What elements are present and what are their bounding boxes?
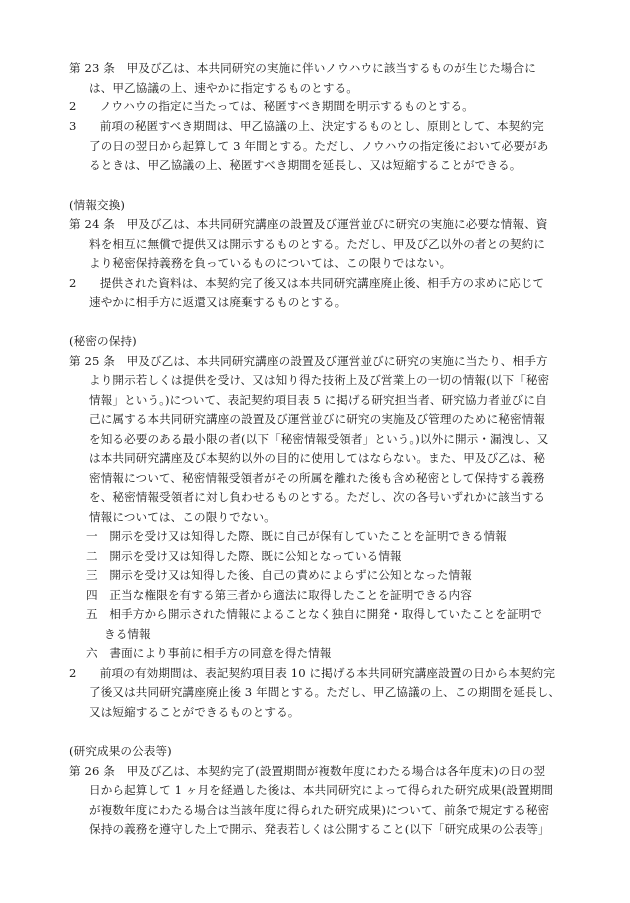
document-text-line: 己に属する本共同研究講座の設置及び運営並びに研究の実施及び管理のために秘密情報 xyxy=(89,412,546,426)
document-text-line: 保持の義務を遵守した上で開示、発表若しくは公開すること(以下「研究成果の公表等」 xyxy=(89,822,550,836)
document-text-line: きる情報 xyxy=(104,627,151,641)
document-text-line: が複数年度にわたる場合は当該年度に得られた研究成果)について、前条で規定する秘密 xyxy=(89,803,550,817)
document-text-line: 3 前項の秘匿すべき期間は、甲乙協議の上、決定するものとし、原則として、本契約完 xyxy=(69,119,544,133)
document-text-line: 三 開示を受け又は知得した後、自己の責めによらずに公知となった情報 xyxy=(86,568,472,582)
document-text-line: 六 書面により事前に相手方の同意を得た情報 xyxy=(86,646,332,660)
document-text-line: より開示若しくは提供を受け、又は知り得た技術上及び営業上の一切の情報(以下「秘密 xyxy=(89,373,550,387)
document-text-line: 一 開示を受け又は知得した際、既に自己が保有していたことを証明できる情報 xyxy=(86,529,507,543)
document-text-line: 了後又は共同研究講座廃止後 3 年間とする。ただし、甲乙協議の上、この期間を延長し、 xyxy=(89,685,561,699)
document-text-line: 料を相互に無償で提供又は開示するものとする。ただし、甲及び乙以外の者との契約に xyxy=(89,237,546,251)
document-text-line: 又は短縮することができるものとする。 xyxy=(89,705,300,719)
document-text-line: 速やかに相手方に返還又は廃棄するものとする。 xyxy=(89,295,347,309)
document-text-line: を知る必要のある最小限の者(以下「秘密情報受領者」という。)以外に開示・漏洩し、又 xyxy=(89,432,549,446)
document-text-line: を、秘密情報受領者に対し負わせるものとする。ただし、次の各号いずれかに該当する xyxy=(89,490,546,504)
document-text-line: より秘密保持義務を負っているものについては、この限りではない。 xyxy=(89,256,452,270)
document-text-line: 了の日の翌日から起算して 3 年間とする。ただし、ノウハウの指定後において必要があ xyxy=(89,139,549,153)
document-text-line: 日から起算して 1 ヶ月を経過した後は、本共同研究によって得られた研究成果(設置期間 xyxy=(89,783,554,797)
document-text-line: るときは、甲乙協議の上、秘匿すべき期間を延長し、又は短縮することができる。 xyxy=(89,158,522,172)
document-text-line: 四 正当な権限を有する第三者から適法に取得したことを証明できる内容 xyxy=(86,588,472,602)
document-text-line: は本共同研究講座及び本契約以外の目的に使用してはならない。また、甲及び乙は、秘 xyxy=(89,451,546,465)
document-text-line: 情報については、この限りでない。 xyxy=(89,510,276,524)
document-text-line: 2 前項の有効期間は、表記契約項目表 10 に掲げる本共同研究講座設置の日から本契約完 xyxy=(69,666,556,680)
document-text-line: 密情報について、秘密情報受領者がその所属を離れた後も含め秘密として保持する義務 xyxy=(89,471,545,485)
document-text-line: 二 開示を受け又は知得した際、既に公知となっている情報 xyxy=(86,549,402,563)
document-text-line: は、甲乙協議の上、速やかに指定するものとする。 xyxy=(89,81,358,95)
article-23-heading-line: 第 23 条 甲及び乙は、本共同研究の実施に伴いノウハウに該当するものが生じた場合に xyxy=(69,61,536,75)
section-heading-info-exchange: (情報交換) xyxy=(69,198,126,212)
article-24-heading-line: 第 24 条 甲及び乙は、本共同研究講座の設置及び運営並びに研究の実施に必要な情報、資 xyxy=(69,217,548,231)
article-26-heading-line: 第 26 条 甲及び乙は、本契約完了(設置期間が複数年度にわたる場合は各年度末)の日の翌 xyxy=(69,764,546,778)
section-heading-confidentiality: (秘密の保持) xyxy=(69,334,137,348)
document-text-line: 情報」という。)について、表記契約項目表 5 に掲げる研究担当者、研究協力者並びに自 xyxy=(89,393,547,407)
document-text-line: 2 ノウハウの指定に当たっては、秘匿すべき期間を明示するものとする。 xyxy=(69,99,474,113)
document-text-line: 五 相手方から開示された情報によることなく独自に開発・取得していたことを証明で xyxy=(86,607,543,621)
section-heading-results-publication: (研究成果の公表等) xyxy=(69,744,172,758)
document-text-line: 2 提供された資料は、本契約完了後又は本共同研究講座廃止後、相手方の求めに応じて xyxy=(69,276,545,290)
article-25-heading-line: 第 25 条 甲及び乙は、本共同研究講座の設置及び運営並びに研究の実施に当たり、相手方 xyxy=(69,354,548,368)
